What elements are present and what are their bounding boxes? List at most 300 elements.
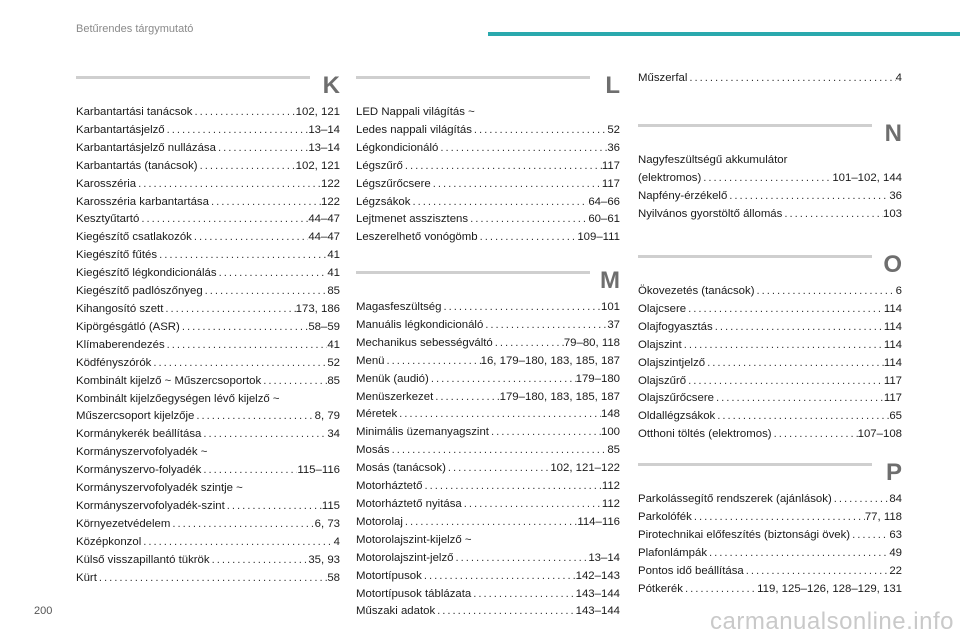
index-entry [356,158,620,176]
index-section-m-cont [638,70,902,88]
index-entry [76,158,340,176]
index-entry [356,514,620,532]
section-header [638,251,902,283]
section-divider [356,271,590,274]
entry-pages: 36 [607,141,620,154]
entry-list [638,70,902,88]
leader-dots [454,550,589,568]
leader-dots [462,496,602,514]
leader-dots [727,188,889,206]
index-entry [76,355,340,373]
index-entry [76,498,340,516]
entry-label: Karbantartás (tanácsok) [76,159,198,172]
index-entry [76,373,340,391]
index-entry [638,337,902,355]
entry-label: Mosás (tanácsok) [356,462,446,475]
entry-label: Olajszűrőcsere [638,392,714,405]
section-header [356,72,620,104]
index-entry [356,353,620,371]
entry-pages: 13–14 [588,551,620,564]
entry-label: Műszercsoport kijelzője [76,410,195,423]
index-entry [356,568,620,586]
index-entry [356,140,620,158]
entry-label: Magasfeszültség [356,301,442,313]
section-header [638,120,902,152]
entry-pages: 173, 186 [295,302,340,315]
leader-dots [397,406,601,424]
entry-label: Pontos idő beállítása [638,564,744,577]
leader-dots [194,408,314,426]
leader-dots [209,194,321,212]
entry-label: Kormánykerék beállítása [76,428,202,441]
leader-dots [403,514,577,532]
entry-pages: 13–14 [308,141,340,154]
entry-pages: 64–66 [588,195,620,208]
entry-pages: 4 [333,535,340,548]
section-header [76,72,340,104]
index-section-k [76,72,340,587]
entry-pages: 102, 121 [295,159,340,172]
entry-pages: 101–102, 144 [832,171,902,184]
entry-label: Napfény-érzékelő [638,189,728,202]
section-divider [356,76,590,79]
entry-label: Motorolajszint-jelző [356,551,454,564]
leader-dots [410,194,588,212]
leader-dots [217,265,328,283]
index-entry [76,211,340,229]
index-entry [638,170,902,188]
leader-dots [390,442,608,460]
index-entry [356,478,620,496]
entry-pages: 6 [895,285,902,297]
entry-label: Karbantartásjelző [76,123,165,136]
entry-label: Kormányszervofolyadék szintje ~ [76,482,243,495]
index-entry [76,480,340,498]
entry-pages: 58–59 [308,320,340,333]
index-entry [76,265,340,283]
entry-label: Kihangosító szett [76,302,164,315]
index-section-l [356,72,620,247]
page-number: 200 [34,605,53,617]
entry-pages: 13–14 [308,123,340,136]
section-divider [638,124,872,127]
entry-pages: 103 [882,207,902,220]
index-entry [356,389,620,407]
leader-dots [97,570,327,588]
entry-pages: 142–143 [575,569,620,582]
entry-pages: 114 [883,302,902,315]
entry-label: Lejtmenet asszisztens [356,213,469,226]
entry-label: Ködfényszórók [76,356,152,369]
leader-dots [832,491,890,509]
section-header [356,267,620,299]
leader-dots [755,283,896,301]
leader-dots [468,211,588,229]
index-entry [638,390,902,408]
index-entry [356,550,620,568]
entry-label: Menüszerkezet [356,390,434,403]
section-divider [76,76,310,79]
index-entry [356,335,620,353]
index-entry [356,532,620,550]
entry-pages: 122 [320,195,340,208]
section-letter: K [322,72,340,99]
index-entry [76,229,340,247]
leader-dots [714,390,884,408]
entry-pages: 52 [607,123,620,136]
entry-pages: 60–61 [588,213,620,226]
entry-label: Ökovezetés (tanácsok) [638,285,755,297]
leader-dots [692,509,865,527]
entry-label: Kormányszervofolyadék ~ [76,446,208,459]
leader-dots [139,211,308,229]
entry-pages: 119, 125–126, 128–129, 131 [757,582,902,595]
index-entry [356,496,620,514]
entry-pages: 65 [889,410,902,423]
entry-pages: 8, 79 [314,410,340,423]
leader-dots [136,176,321,194]
entry-label: Külső visszapillantó tükrök [76,553,210,566]
entry-label: Parkolássegítő rendszerek (ajánlások) [638,493,832,505]
watermark: carmanualsonline.info [710,608,954,635]
entry-label: Manuális légkondicionáló [356,318,484,331]
index-entry [76,516,340,534]
entry-label: Menük (audió) [356,372,429,385]
leader-dots [441,299,601,317]
entry-label: Olajszintjelző [638,356,706,369]
index-entry [76,301,340,319]
index-entry [76,283,340,301]
entry-label: Kormányszervofolyadék-szint [76,499,225,512]
entry-pages: 63 [889,528,902,541]
entry-pages: 112 [601,497,620,510]
entry-label: Kombinált kijelző ~ Műszercsoportok [76,374,262,387]
entry-label: Ledes nappali világítás [356,123,472,136]
index-entry [356,424,620,442]
entry-label: Kürt [76,571,97,584]
entry-label: Motorháztető [356,480,423,493]
entry-label: Mechanikus sebességváltó [356,336,493,349]
entry-label: Műszaki adatok [356,605,436,618]
section-letter: M [600,267,620,294]
entry-pages: 41 [327,338,340,351]
entry-pages: 22 [889,564,902,577]
index-entry [76,552,340,570]
leader-dots [180,319,308,337]
leader-dots [772,426,858,444]
entry-label: Kormányszervo-folyadék [76,464,202,477]
entry-pages: 34 [327,428,340,441]
index-entry [638,206,902,224]
entry-label: Kipörgésgátló (ASR) [76,320,180,333]
header-accent-bar [488,32,960,36]
entry-pages: 77, 118 [864,510,902,523]
leader-dots [686,373,884,391]
leader-dots [472,122,607,140]
entry-label: Oldallégzsákok [638,410,716,423]
leader-dots [493,335,564,353]
entry-label: Középkonzol [76,535,142,548]
entry-label: Leszerelhető vonógömb [356,231,478,244]
index-entry [638,408,902,426]
entry-label: Kesztyűtartó [76,213,140,226]
header-title: Betűrendes tárgymutató [76,23,194,35]
entry-list [356,104,620,247]
leader-dots [225,498,322,516]
entry-pages: 114–116 [577,515,620,528]
index-entry [76,391,340,409]
entry-label: Parkolófék [638,510,692,523]
entry-pages: 58 [327,571,340,584]
index-section-p [638,459,902,598]
index-entry [76,104,340,122]
entry-label: Motorolaj [356,515,403,528]
index-entry [638,581,902,599]
index-entry [638,301,902,319]
entry-pages: 4 [895,72,902,84]
entry-label: Pirotechnikai előfeszítés (biztonsági övek) [638,528,851,541]
entry-label: Műszerfal [638,72,688,84]
leader-dots [478,229,578,247]
leader-dots [433,389,499,407]
entry-label: Mosás [356,444,390,457]
entry-pages: 122 [320,177,340,190]
index-entry [356,586,620,604]
entry-pages: 107–108 [857,428,902,441]
index-entry [76,426,340,444]
entry-label: Motorháztető nyitása [356,497,462,510]
entry-list [356,299,620,621]
index-entry [76,408,340,426]
leader-dots [431,176,602,194]
leader-dots [141,534,333,552]
index-entry [356,442,620,460]
leader-dots [403,158,602,176]
entry-pages: 44–47 [308,213,340,226]
leader-dots [686,301,884,319]
entry-label: Karosszéria karbantartása [76,195,209,208]
leader-dots [201,462,297,480]
entry-pages: 101 [600,301,620,313]
index-entry [638,152,902,170]
index-entry [356,122,620,140]
leader-dots [210,552,309,570]
index-entry [638,491,902,509]
section-letter: P [885,459,902,486]
section-letter: O [883,251,902,278]
leader-dots [744,563,890,581]
index-entry [638,188,902,206]
entry-label: Karbantartási tanácsok [76,106,193,118]
entry-pages: 117 [883,374,902,387]
entry-label: Motorolajszint-kijelző ~ [356,533,472,546]
index-entry [356,194,620,212]
section-letter: L [605,72,620,99]
entry-label: Kiegészítő csatlakozók [76,231,192,244]
leader-dots [435,603,576,621]
index-section-m [356,267,620,621]
index-entry [356,176,620,194]
leader-dots [163,301,295,319]
leader-dots [422,478,601,496]
entry-label: Olajfogyasztás [638,320,713,333]
entry-label: Olajszint [638,338,682,351]
entry-label: Légszűrő [356,159,403,172]
leader-dots [682,337,884,355]
leader-dots [687,70,895,88]
leader-dots [446,460,550,478]
index-entry [638,283,902,301]
index-entry [76,444,340,462]
entry-pages: 109–111 [577,231,620,244]
index-entry [76,194,340,212]
index-entry [638,509,902,527]
leader-dots [850,527,889,545]
leader-dots [701,170,832,188]
entry-label: Légkondicionáló [356,141,439,154]
entry-label: Otthoni töltés (elektromos) [638,428,772,441]
entry-pages: 79–80, 118 [563,336,620,349]
leader-dots [713,319,884,337]
leader-dots [151,355,327,373]
index-entry [638,426,902,444]
entry-pages: 117 [883,392,902,405]
entry-pages: 114 [883,356,902,369]
index-entry [76,140,340,158]
index-entry [76,462,340,480]
entry-pages: 85 [607,444,620,457]
entry-pages: 148 [600,408,620,421]
leader-dots [683,581,757,599]
entry-label: Minimális üzemanyagszint [356,426,489,439]
index-entry [76,122,340,140]
entry-pages: 179–180 [575,372,620,385]
index-entry [356,406,620,424]
entry-label: Olajcsere [638,302,687,315]
entry-list [638,283,902,444]
entry-pages: 114 [883,320,902,333]
leader-dots [157,247,327,265]
leader-dots [216,140,308,158]
entry-label: Motortípusok [356,569,422,582]
entry-pages: 102, 121–122 [550,462,620,475]
entry-label: Plafonlámpák [638,546,708,559]
entry-pages: 85 [327,285,340,298]
leader-dots [438,140,607,158]
entry-pages: 49 [889,546,902,559]
entry-label: LED Nappali világítás ~ [356,106,475,118]
index-entry [356,299,620,317]
leader-dots [483,317,607,335]
index-entry [356,104,620,122]
leader-dots [429,371,576,389]
index-entry [356,371,620,389]
index-section-o [638,251,902,444]
entry-pages: 36 [889,189,902,202]
leader-dots [782,206,883,224]
entry-label: Méretek [356,408,398,421]
entry-label: Karosszéria [76,177,137,190]
section-letter: N [884,120,902,147]
leader-dots [715,408,889,426]
leader-dots [165,122,309,140]
entry-pages: 84 [889,493,902,505]
entry-pages: 44–47 [308,231,340,244]
leader-dots [165,337,328,355]
leader-dots [705,355,884,373]
entry-label: (elektromos) [638,171,702,184]
entry-pages: 115 [321,499,340,512]
entry-list [76,104,340,587]
entry-label: Motortípusok táblázata [356,587,472,600]
entry-pages: 100 [600,426,620,439]
index-entry [76,176,340,194]
entry-pages: 143–144 [575,605,620,618]
index-section-n [638,120,902,224]
entry-pages: 117 [601,159,620,172]
entry-label: Környezetvédelem [76,517,171,530]
index-entry [76,534,340,552]
index-entry [638,563,902,581]
index-entry [638,70,902,88]
entry-pages: 117 [601,177,620,190]
entry-pages: 6, 73 [314,517,340,530]
index-entry [356,603,620,621]
entry-pages: 102, 121 [295,106,340,118]
entry-pages: 52 [327,356,340,369]
entry-label: Légzsákok [356,195,411,208]
leader-dots [170,516,314,534]
entry-pages: 143–144 [575,587,620,600]
section-header [638,459,902,491]
leader-dots [193,104,296,122]
leader-dots [201,426,327,444]
entry-pages: 112 [601,480,620,493]
leader-dots [198,158,296,176]
index-entry [638,355,902,373]
leader-dots [385,353,481,371]
leader-dots [707,545,889,563]
index-entry [356,460,620,478]
entry-label: Kiegészítő padlószőnyeg [76,285,203,298]
entry-pages: 16, 179–180, 183, 185, 187 [480,354,620,367]
index-entry [76,337,340,355]
leader-dots [192,229,308,247]
index-entry [76,247,340,265]
entry-pages: 37 [607,318,620,331]
index-entry [638,319,902,337]
entry-label: Menü [356,354,385,367]
leader-dots [471,586,575,604]
index-entry [638,527,902,545]
section-divider [638,463,872,466]
entry-pages: 41 [327,249,340,262]
index-entry [356,317,620,335]
entry-label: Kiegészítő légkondicionálás [76,267,217,280]
entry-pages: 85 [327,374,340,387]
entry-pages: 114 [883,338,902,351]
entry-list [638,152,902,224]
entry-pages: 115–116 [297,464,340,477]
entry-label: Kiegészítő fűtés [76,249,158,262]
leader-dots [422,568,576,586]
index-entry [356,229,620,247]
leader-dots [203,283,328,301]
entry-label: Klímaberendezés [76,338,165,351]
entry-label: Kombinált kijelzőegységen lévő kijelző ~ [76,392,280,405]
entry-label: Nagyfeszültségű akkumulátor [638,154,788,166]
index-entry [76,570,340,588]
